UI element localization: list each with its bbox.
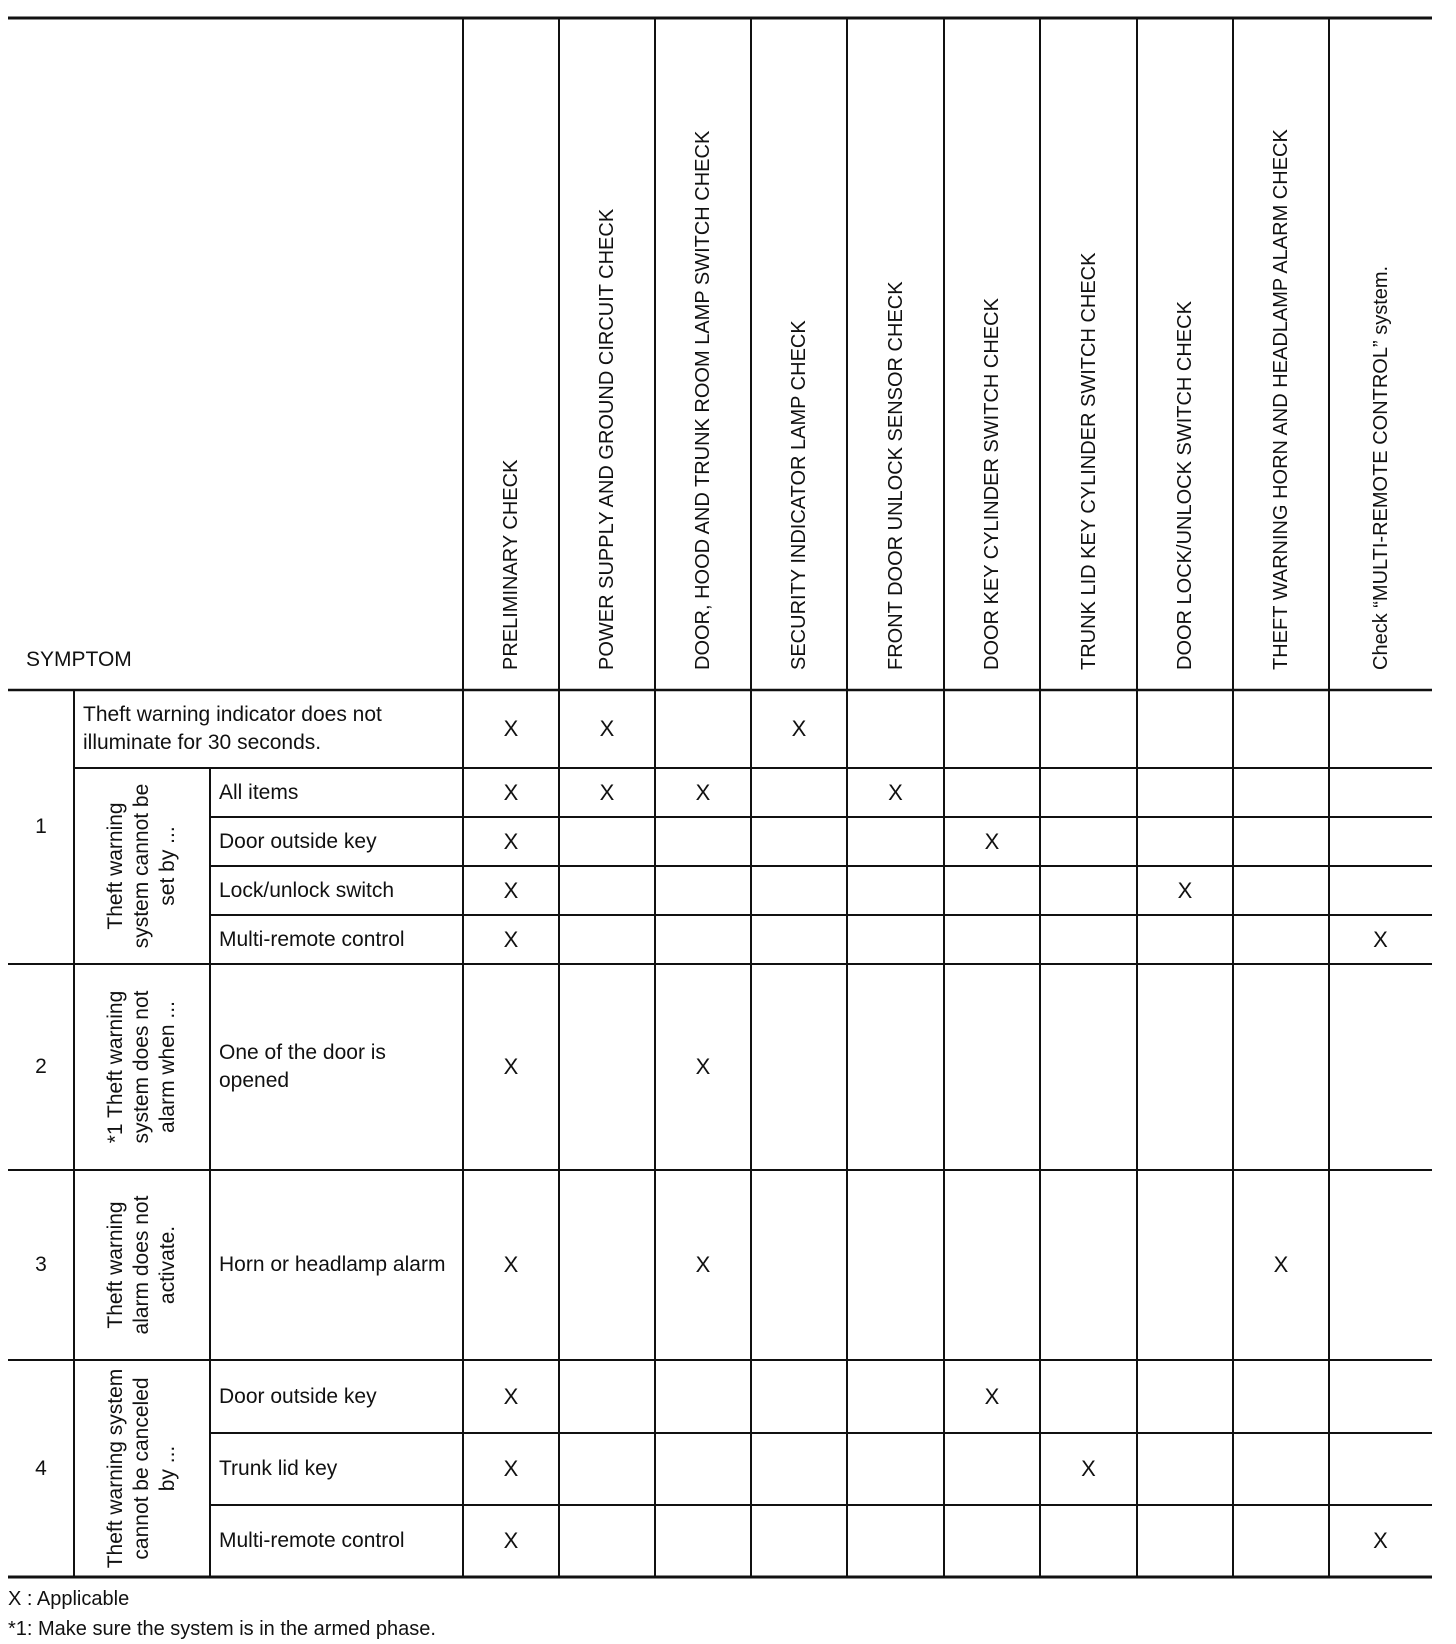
subgroup-label: [74, 1360, 210, 1577]
applicable-mark: X: [503, 828, 519, 854]
applicable-mark: X: [599, 716, 615, 741]
group-number: 1: [35, 815, 47, 838]
row-symptom-text: Theft warning indicator does not illuminate for 30 seconds.: [83, 703, 382, 754]
row-symptom-text: Horn or headlamp alarm: [219, 1253, 446, 1276]
row-symptom-text: All items: [219, 780, 299, 804]
applicable-mark: X: [888, 779, 903, 805]
subgroup-label-text: Theft warning system cannot be canceled by ...: [104, 1368, 179, 1569]
column-header-label: Check “MULTI-REMOTE CONTROL” system.: [1369, 265, 1392, 670]
group-number: 3: [35, 1253, 47, 1276]
applicable-mark: X: [503, 779, 519, 805]
applicable-mark: X: [503, 1054, 519, 1079]
applicable-mark: X: [503, 716, 519, 741]
subgroup-label-text: Theft warning alarm does not activate.: [104, 1195, 179, 1335]
footnote-armed-phase: *1: Make sure the system is in the armed phase.: [8, 1618, 436, 1640]
column-header-label: PRELIMINARY CHECK: [500, 459, 522, 670]
subgroup-label: [74, 964, 210, 1170]
subgroup-label: [74, 1170, 210, 1360]
row-symptom-text: Multi-remote control: [219, 927, 405, 951]
column-header-label: DOOR, HOOD AND TRUNK ROOM LAMP SWITCH CHECK: [692, 130, 714, 670]
applicable-mark: X: [503, 1456, 519, 1481]
group-number: 2: [35, 1055, 47, 1078]
row-symptom-text: Door outside key: [219, 1384, 377, 1408]
applicable-mark: X: [984, 1383, 1000, 1409]
row-symptom-text: Door outside key: [219, 829, 377, 853]
applicable-mark: X: [1273, 1252, 1289, 1277]
column-header-label: POWER SUPPLY AND GROUND CIRCUIT CHECK: [596, 208, 618, 670]
row-symptom-text: Lock/unlock switch: [219, 878, 395, 902]
applicable-mark: X: [503, 877, 519, 903]
applicable-mark: X: [599, 779, 615, 805]
subgroup-label: [74, 768, 210, 964]
column-header: [884, 281, 908, 694]
column-header: [1269, 129, 1293, 694]
row-symptom-text: Multi-remote control: [219, 1529, 405, 1552]
column-header: [1369, 265, 1393, 694]
applicable-mark: X: [1373, 926, 1388, 952]
column-header-label: DOOR LOCK/UNLOCK SWITCH CHECK: [1174, 301, 1196, 670]
applicable-mark: X: [695, 1054, 711, 1079]
symptom-header: SYMPTOM: [26, 648, 132, 671]
subgroup-label-text: *1 Theft warning system does not alarm when ...: [104, 990, 179, 1144]
row-symptom-text: Trunk lid key: [219, 1457, 338, 1480]
applicable-mark: X: [695, 1252, 711, 1277]
applicable-mark: X: [1373, 1528, 1388, 1553]
column-header-label: DOOR KEY CYLINDER SWITCH CHECK: [981, 298, 1003, 670]
applicable-mark: X: [1177, 877, 1193, 903]
applicable-mark: X: [503, 926, 519, 952]
column-header-label: TRUNK LID KEY CYLINDER SWITCH CHECK: [1077, 252, 1100, 670]
column-header: [980, 298, 1004, 694]
applicable-mark: X: [1081, 1456, 1096, 1481]
applicable-mark: X: [791, 716, 807, 741]
column-header-label: THEFT WARNING HORN AND HEADLAMP ALARM CHECK: [1270, 129, 1292, 670]
row-symptom-text: One of the door is opened: [219, 1041, 386, 1092]
footnote-legend: X : Applicable: [8, 1588, 130, 1610]
column-header: [1173, 301, 1197, 694]
column-header: [691, 130, 715, 694]
column-header-label: FRONT DOOR UNLOCK SENSOR CHECK: [884, 281, 907, 670]
column-header-label: SECURITY INDICATOR LAMP CHECK: [788, 320, 810, 670]
subgroup-label-text: Theft warning system cannot be set by ...: [104, 783, 179, 949]
group-number: 4: [35, 1456, 47, 1480]
applicable-mark: X: [695, 779, 711, 805]
applicable-mark: X: [503, 1383, 519, 1409]
applicable-mark: X: [503, 1252, 519, 1277]
applicable-mark: X: [984, 828, 1000, 854]
applicable-mark: X: [503, 1528, 519, 1553]
column-header: [1077, 252, 1101, 694]
